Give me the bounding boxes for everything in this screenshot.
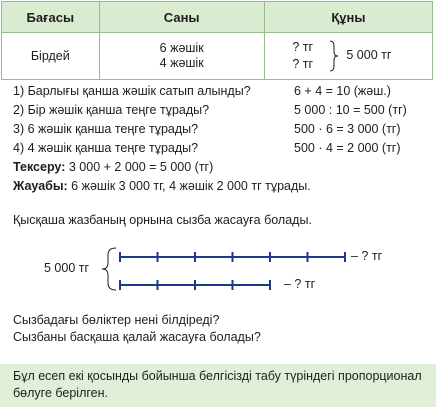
- diagram-bottom-label: – ? тг: [284, 277, 316, 291]
- count-cell: [99, 33, 264, 80]
- table-row: [2, 33, 433, 80]
- count-2: 4 жәшік: [159, 56, 204, 70]
- question-2: 2) Бір жәшік қанша теңге тұрады?: [13, 103, 210, 117]
- curly-brace-icon: [328, 40, 340, 72]
- check-line: [13, 160, 213, 174]
- diagram-top-label: – ? тг: [351, 249, 383, 263]
- count-1: 6 жәшік: [159, 41, 204, 55]
- info-note: Бұл есеп екі қосынды бойынша белгісізді табу түріндегі пропорционал бөлуге берілген.: [0, 364, 436, 407]
- header-price: Бағасы: [2, 2, 100, 33]
- scheme-intro: Қысқаша жазбаның орнына сызба жасауға болады.: [13, 213, 312, 227]
- answer-label: Жауабы:: [13, 179, 68, 193]
- data-table: [1, 1, 433, 80]
- answer-line: [13, 179, 311, 193]
- question-3: 3) 6 жәшік қанша теңге тұрады?: [13, 122, 199, 136]
- answer-2: 5 000 : 10 = 500 (тг): [294, 103, 407, 117]
- answer-text: 6 жәшік 3 000 тг, 4 жәшік 2 000 тг тұрады.: [67, 179, 311, 193]
- cost-total: 5 000 тг: [346, 48, 392, 62]
- answer-1: 6 + 4 = 10 (жәш.): [294, 84, 391, 98]
- diagram-top-bar: [120, 252, 345, 262]
- diagram-bottom-bar: [120, 280, 270, 290]
- question-1: 1) Барлығы қанша жәшік сатып алынды?: [13, 84, 251, 98]
- question-4: 4) 4 жәшік қанша теңге тұрады?: [13, 141, 199, 155]
- header-count: Саны: [99, 2, 264, 33]
- diagram-total-label: 5 000 тг: [44, 261, 90, 275]
- price-cell: Бірдей: [2, 33, 100, 80]
- questions-list: [13, 84, 433, 162]
- segment-diagram: [0, 245, 436, 295]
- check-text: 3 000 + 2 000 = 5 000 (тг): [65, 160, 214, 174]
- cost-1: ? тг: [292, 40, 314, 54]
- check-label: Тексеру:: [13, 160, 66, 174]
- table-header-row: [2, 2, 433, 33]
- prompt-2: Сызбаны басқаша қалай жасауға болады?: [13, 330, 261, 344]
- prompt-1: Сызбадағы бөліктер нені білдіреді?: [13, 313, 220, 327]
- cost-2: ? тг: [292, 57, 314, 71]
- diagram-brace: [102, 248, 116, 290]
- answer-4: 500 · 4 = 2 000 (тг): [294, 141, 401, 155]
- header-cost: Құны: [264, 2, 432, 33]
- cost-cell: [264, 33, 432, 80]
- answer-3: 500 · 6 = 3 000 (тг): [294, 122, 401, 136]
